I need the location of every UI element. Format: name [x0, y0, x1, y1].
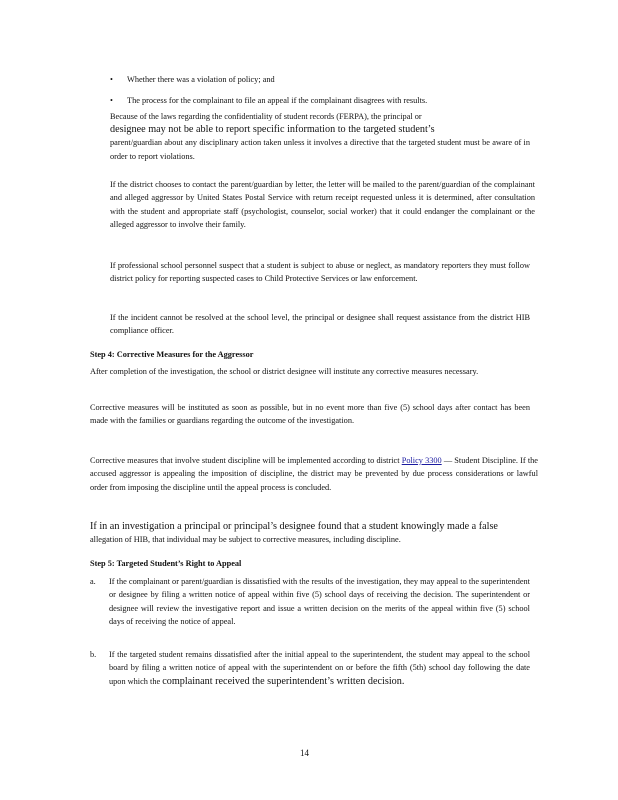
step-5-heading: Step 5: Targeted Student’s Right to Appeal	[90, 559, 242, 568]
policy-3300-link[interactable]: Policy 3300	[401, 456, 442, 465]
false-allegation-rest: allegation of HIB, that individual may be subject to corrective measures, including discipline.	[90, 535, 401, 544]
bullet-text: Whether there was a violation of policy; and	[127, 75, 275, 84]
ferpa-line-2: designee may not be able to report specific information to the targeted student’s	[110, 124, 435, 136]
step-4-paragraph-4	[90, 520, 550, 546]
false-allegation-line: If in an investigation a principal or principal’s designee found that a student knowingly made a false	[90, 521, 498, 532]
unresolved-paragraph	[110, 311, 530, 338]
item-text-emphasis: complainant received the superintendent’s written decision.	[162, 675, 405, 687]
step-4-text-1: After completion of the investigation, the school or district designee will institute any corrective measures necessary.	[90, 367, 479, 376]
ferpa-line-3: parent/guardian about any disciplinary action taken unless it involves a directive that the targeted student must be aware of in order to report violations.	[110, 138, 530, 161]
bullet-item	[110, 73, 530, 87]
appeal-item-b	[90, 648, 530, 708]
item-text: If the complainant or parent/guardian is dissatisfied with the results of the investigation, they may appeal to the superintendent or designee by filing a written notice of appeal within five (5) school days of receiving the decision. The superintendent or designee will review the investigative report and issue a written decision on the merits of the appeal within five (5) school days of receiving the notice of appeal.	[109, 577, 530, 627]
item-text: If the targeted student remains dissatisfied after the initial appeal to the superintendent, the student may appeal to the school board by filing a written notice of appeal with the superintendent on or before the fifth (5th) school day following the date upon which the	[109, 650, 530, 686]
abuse-text: If professional school personnel suspect that a student is subject to abuse or neglect, as mandatory reporters they must follow district policy for reporting suspected cases to Child Protective Services or law enforcement.	[110, 261, 530, 284]
contact-text: If the district chooses to contact the parent/guardian by letter, the letter will be mailed to the parent/guardian of the complainant and alleged aggressor by United States Postal Service with return receipt requested unless it is determined, after consultation with the student and appropriate staff (psychologist, counselor, social worker) that it could endanger the complainant or the alleged aggressor to involve their family.	[110, 180, 535, 230]
page-number: 14	[300, 748, 309, 758]
step-4-paragraph-1	[90, 365, 530, 378]
item-body	[109, 648, 530, 688]
item-marker: a.	[90, 577, 96, 586]
bullet-symbol: •	[110, 96, 113, 105]
policy-text-after: — Student Discipline. If the accused aggressor is appealing the imposition of discipline, the district may be prevented by due process considerations or lawful order from imposing the discipline until the appeal process is concluded.	[90, 456, 538, 492]
step-4-paragraph-3	[90, 454, 538, 494]
item-marker: b.	[90, 650, 97, 659]
step-4-heading: Step 4: Corrective Measures for the Aggressor	[90, 350, 254, 359]
ferpa-line-1: Because of the laws regarding the confidentiality of student records (FERPA), the principal or	[110, 112, 422, 121]
bullet-symbol: •	[110, 75, 113, 84]
appeal-item-a	[90, 575, 530, 645]
bullet-text: The process for the complainant to file an appeal if the complainant disagrees with results.	[127, 96, 428, 105]
step-4-paragraph-2	[90, 401, 530, 428]
policy-text-before: Corrective measures that involve student discipline will be implemented according to district	[90, 456, 402, 465]
ferpa-paragraph	[110, 110, 530, 163]
unresolved-text: If the incident cannot be resolved at the school level, the principal or designee shall request assistance from the district HIB compliance officer.	[110, 313, 530, 336]
abuse-paragraph	[110, 259, 530, 286]
contact-paragraph	[110, 178, 535, 232]
step-4-text-3	[90, 454, 538, 494]
step-4-text-2: Corrective measures will be instituted as soon as possible, but in no event more than five (5) school days after contact has been made with the families or guardians regarding the outcome of the investigation.	[90, 403, 530, 426]
bullet-item	[110, 94, 530, 108]
